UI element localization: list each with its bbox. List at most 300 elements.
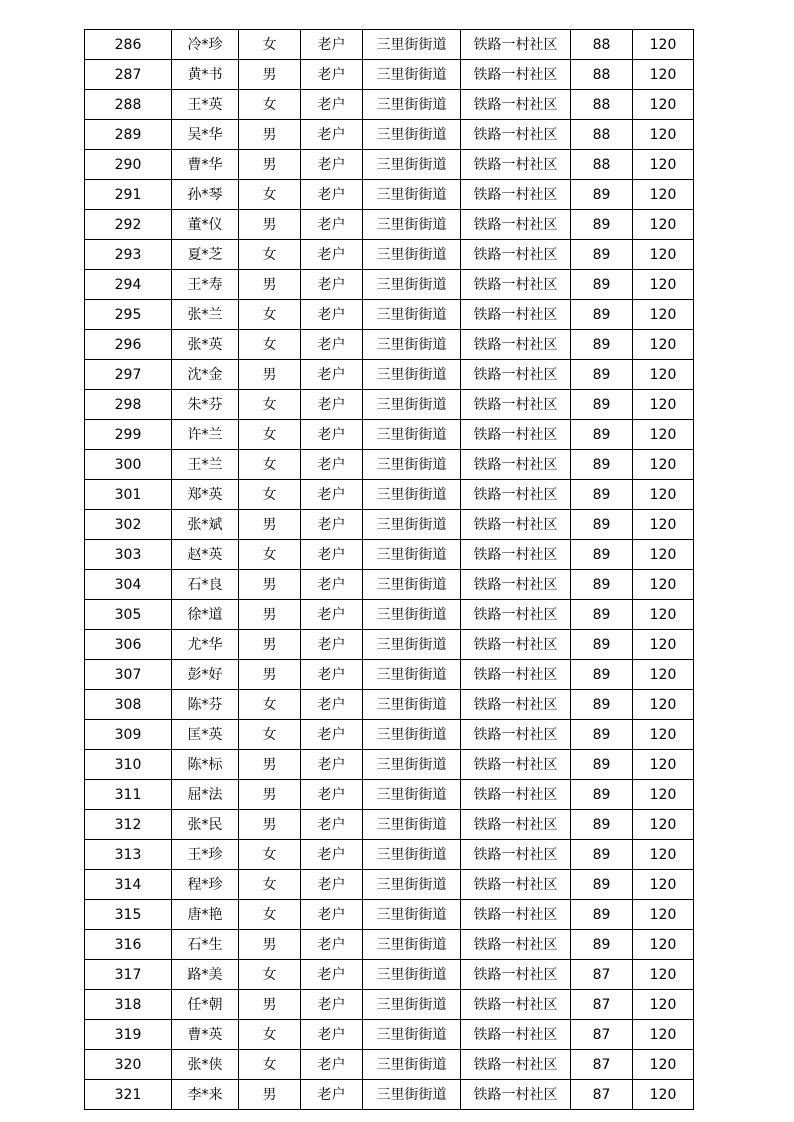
cell-age: 89 bbox=[571, 900, 633, 930]
cell-name: 郑*英 bbox=[172, 480, 239, 510]
cell-amount: 120 bbox=[633, 960, 694, 990]
cell-gender: 男 bbox=[239, 630, 301, 660]
cell-age: 89 bbox=[571, 210, 633, 240]
table-row bbox=[85, 930, 694, 960]
cell-subdistrict: 三里街街道 bbox=[363, 690, 461, 720]
cell-name: 张*英 bbox=[172, 330, 239, 360]
cell-amount: 120 bbox=[633, 720, 694, 750]
table-row bbox=[85, 540, 694, 570]
cell-gender: 男 bbox=[239, 930, 301, 960]
cell-community: 铁路一村社区 bbox=[461, 630, 571, 660]
cell-name: 王*兰 bbox=[172, 450, 239, 480]
cell-index: 302 bbox=[85, 510, 172, 540]
cell-name: 张*民 bbox=[172, 810, 239, 840]
cell-gender: 男 bbox=[239, 660, 301, 690]
table-row bbox=[85, 630, 694, 660]
cell-household-type: 老户 bbox=[301, 360, 363, 390]
cell-gender: 男 bbox=[239, 570, 301, 600]
cell-subdistrict: 三里街街道 bbox=[363, 720, 461, 750]
cell-subdistrict: 三里街街道 bbox=[363, 150, 461, 180]
cell-index: 315 bbox=[85, 900, 172, 930]
table-row bbox=[85, 120, 694, 150]
cell-amount: 120 bbox=[633, 30, 694, 60]
cell-community: 铁路一村社区 bbox=[461, 840, 571, 870]
cell-gender: 男 bbox=[239, 510, 301, 540]
cell-amount: 120 bbox=[633, 90, 694, 120]
table-row bbox=[85, 300, 694, 330]
cell-amount: 120 bbox=[633, 300, 694, 330]
cell-name: 董*仪 bbox=[172, 210, 239, 240]
cell-household-type: 老户 bbox=[301, 540, 363, 570]
cell-subdistrict: 三里街街道 bbox=[363, 330, 461, 360]
cell-household-type: 老户 bbox=[301, 240, 363, 270]
cell-gender: 男 bbox=[239, 60, 301, 90]
cell-name: 徐*道 bbox=[172, 600, 239, 630]
cell-gender: 女 bbox=[239, 1050, 301, 1080]
cell-subdistrict: 三里街街道 bbox=[363, 300, 461, 330]
cell-household-type: 老户 bbox=[301, 390, 363, 420]
cell-name: 尤*华 bbox=[172, 630, 239, 660]
table-row bbox=[85, 90, 694, 120]
cell-age: 89 bbox=[571, 540, 633, 570]
cell-age: 89 bbox=[571, 720, 633, 750]
cell-index: 314 bbox=[85, 870, 172, 900]
cell-index: 295 bbox=[85, 300, 172, 330]
cell-name: 陈*芬 bbox=[172, 690, 239, 720]
cell-age: 88 bbox=[571, 90, 633, 120]
cell-index: 303 bbox=[85, 540, 172, 570]
cell-community: 铁路一村社区 bbox=[461, 360, 571, 390]
table-row bbox=[85, 840, 694, 870]
cell-index: 310 bbox=[85, 750, 172, 780]
cell-index: 311 bbox=[85, 780, 172, 810]
cell-household-type: 老户 bbox=[301, 270, 363, 300]
table-row bbox=[85, 270, 694, 300]
cell-age: 89 bbox=[571, 780, 633, 810]
cell-gender: 男 bbox=[239, 360, 301, 390]
cell-household-type: 老户 bbox=[301, 210, 363, 240]
table-row bbox=[85, 480, 694, 510]
cell-subdistrict: 三里街街道 bbox=[363, 780, 461, 810]
cell-household-type: 老户 bbox=[301, 750, 363, 780]
table-row bbox=[85, 210, 694, 240]
cell-name: 石*良 bbox=[172, 570, 239, 600]
cell-amount: 120 bbox=[633, 60, 694, 90]
cell-age: 89 bbox=[571, 180, 633, 210]
cell-household-type: 老户 bbox=[301, 960, 363, 990]
cell-community: 铁路一村社区 bbox=[461, 900, 571, 930]
cell-amount: 120 bbox=[633, 1020, 694, 1050]
cell-community: 铁路一村社区 bbox=[461, 1020, 571, 1050]
cell-household-type: 老户 bbox=[301, 480, 363, 510]
cell-subdistrict: 三里街街道 bbox=[363, 960, 461, 990]
cell-amount: 120 bbox=[633, 930, 694, 960]
cell-amount: 120 bbox=[633, 630, 694, 660]
cell-name: 黄*书 bbox=[172, 60, 239, 90]
table-row bbox=[85, 570, 694, 600]
cell-amount: 120 bbox=[633, 180, 694, 210]
cell-amount: 120 bbox=[633, 450, 694, 480]
cell-community: 铁路一村社区 bbox=[461, 270, 571, 300]
cell-age: 89 bbox=[571, 420, 633, 450]
cell-name: 任*朝 bbox=[172, 990, 239, 1020]
cell-community: 铁路一村社区 bbox=[461, 990, 571, 1020]
cell-age: 89 bbox=[571, 930, 633, 960]
cell-index: 287 bbox=[85, 60, 172, 90]
cell-subdistrict: 三里街街道 bbox=[363, 420, 461, 450]
cell-index: 288 bbox=[85, 90, 172, 120]
cell-gender: 男 bbox=[239, 780, 301, 810]
cell-name: 曹*华 bbox=[172, 150, 239, 180]
cell-community: 铁路一村社区 bbox=[461, 330, 571, 360]
cell-index: 312 bbox=[85, 810, 172, 840]
cell-community: 铁路一村社区 bbox=[461, 780, 571, 810]
cell-community: 铁路一村社区 bbox=[461, 1050, 571, 1080]
table-row bbox=[85, 870, 694, 900]
cell-name: 匡*英 bbox=[172, 720, 239, 750]
cell-subdistrict: 三里街街道 bbox=[363, 750, 461, 780]
cell-name: 许*兰 bbox=[172, 420, 239, 450]
cell-index: 308 bbox=[85, 690, 172, 720]
cell-age: 89 bbox=[571, 600, 633, 630]
cell-community: 铁路一村社区 bbox=[461, 570, 571, 600]
cell-amount: 120 bbox=[633, 990, 694, 1020]
cell-amount: 120 bbox=[633, 210, 694, 240]
table-row bbox=[85, 600, 694, 630]
cell-amount: 120 bbox=[633, 840, 694, 870]
table-row bbox=[85, 60, 694, 90]
cell-amount: 120 bbox=[633, 420, 694, 450]
cell-household-type: 老户 bbox=[301, 150, 363, 180]
table-row bbox=[85, 30, 694, 60]
cell-gender: 男 bbox=[239, 150, 301, 180]
cell-household-type: 老户 bbox=[301, 1080, 363, 1110]
cell-index: 306 bbox=[85, 630, 172, 660]
cell-index: 319 bbox=[85, 1020, 172, 1050]
table-row bbox=[85, 420, 694, 450]
cell-household-type: 老户 bbox=[301, 1020, 363, 1050]
cell-subdistrict: 三里街街道 bbox=[363, 540, 461, 570]
cell-community: 铁路一村社区 bbox=[461, 450, 571, 480]
table-row bbox=[85, 720, 694, 750]
cell-name: 孙*琴 bbox=[172, 180, 239, 210]
cell-index: 320 bbox=[85, 1050, 172, 1080]
cell-gender: 女 bbox=[239, 300, 301, 330]
cell-community: 铁路一村社区 bbox=[461, 930, 571, 960]
cell-index: 309 bbox=[85, 720, 172, 750]
cell-index: 298 bbox=[85, 390, 172, 420]
cell-index: 296 bbox=[85, 330, 172, 360]
cell-age: 89 bbox=[571, 240, 633, 270]
cell-subdistrict: 三里街街道 bbox=[363, 900, 461, 930]
cell-age: 89 bbox=[571, 570, 633, 600]
cell-name: 王*英 bbox=[172, 90, 239, 120]
cell-gender: 女 bbox=[239, 420, 301, 450]
cell-community: 铁路一村社区 bbox=[461, 660, 571, 690]
cell-household-type: 老户 bbox=[301, 30, 363, 60]
cell-index: 321 bbox=[85, 1080, 172, 1110]
cell-age: 88 bbox=[571, 120, 633, 150]
cell-amount: 120 bbox=[633, 570, 694, 600]
cell-household-type: 老户 bbox=[301, 930, 363, 960]
cell-household-type: 老户 bbox=[301, 450, 363, 480]
cell-index: 289 bbox=[85, 120, 172, 150]
cell-index: 307 bbox=[85, 660, 172, 690]
cell-name: 石*生 bbox=[172, 930, 239, 960]
cell-community: 铁路一村社区 bbox=[461, 480, 571, 510]
cell-age: 87 bbox=[571, 1080, 633, 1110]
table-row bbox=[85, 240, 694, 270]
cell-age: 88 bbox=[571, 150, 633, 180]
cell-gender: 女 bbox=[239, 330, 301, 360]
cell-index: 297 bbox=[85, 360, 172, 390]
cell-gender: 女 bbox=[239, 480, 301, 510]
cell-gender: 男 bbox=[239, 1080, 301, 1110]
cell-index: 286 bbox=[85, 30, 172, 60]
cell-age: 89 bbox=[571, 270, 633, 300]
cell-amount: 120 bbox=[633, 1080, 694, 1110]
cell-community: 铁路一村社区 bbox=[461, 120, 571, 150]
cell-household-type: 老户 bbox=[301, 60, 363, 90]
cell-age: 87 bbox=[571, 990, 633, 1020]
table-row bbox=[85, 180, 694, 210]
cell-household-type: 老户 bbox=[301, 900, 363, 930]
cell-community: 铁路一村社区 bbox=[461, 240, 571, 270]
cell-name: 陈*标 bbox=[172, 750, 239, 780]
table-row bbox=[85, 360, 694, 390]
table-row bbox=[85, 1080, 694, 1110]
cell-age: 89 bbox=[571, 630, 633, 660]
cell-index: 301 bbox=[85, 480, 172, 510]
cell-household-type: 老户 bbox=[301, 90, 363, 120]
cell-name: 唐*艳 bbox=[172, 900, 239, 930]
cell-name: 夏*芝 bbox=[172, 240, 239, 270]
cell-subdistrict: 三里街街道 bbox=[363, 810, 461, 840]
roster-table bbox=[84, 29, 694, 1110]
cell-gender: 女 bbox=[239, 960, 301, 990]
cell-subdistrict: 三里街街道 bbox=[363, 1020, 461, 1050]
cell-community: 铁路一村社区 bbox=[461, 870, 571, 900]
cell-age: 89 bbox=[571, 450, 633, 480]
cell-name: 张*斌 bbox=[172, 510, 239, 540]
cell-community: 铁路一村社区 bbox=[461, 510, 571, 540]
roster-body bbox=[85, 30, 694, 1110]
cell-household-type: 老户 bbox=[301, 330, 363, 360]
cell-subdistrict: 三里街街道 bbox=[363, 930, 461, 960]
cell-community: 铁路一村社区 bbox=[461, 750, 571, 780]
cell-subdistrict: 三里街街道 bbox=[363, 30, 461, 60]
cell-community: 铁路一村社区 bbox=[461, 150, 571, 180]
cell-name: 程*珍 bbox=[172, 870, 239, 900]
cell-community: 铁路一村社区 bbox=[461, 600, 571, 630]
cell-amount: 120 bbox=[633, 480, 694, 510]
cell-age: 89 bbox=[571, 480, 633, 510]
table-row bbox=[85, 330, 694, 360]
cell-community: 铁路一村社区 bbox=[461, 390, 571, 420]
cell-community: 铁路一村社区 bbox=[461, 960, 571, 990]
cell-household-type: 老户 bbox=[301, 1050, 363, 1080]
cell-subdistrict: 三里街街道 bbox=[363, 390, 461, 420]
cell-subdistrict: 三里街街道 bbox=[363, 660, 461, 690]
cell-subdistrict: 三里街街道 bbox=[363, 480, 461, 510]
cell-name: 张*侠 bbox=[172, 1050, 239, 1080]
table-row bbox=[85, 510, 694, 540]
cell-gender: 女 bbox=[239, 690, 301, 720]
cell-index: 292 bbox=[85, 210, 172, 240]
cell-index: 300 bbox=[85, 450, 172, 480]
cell-name: 冷*珍 bbox=[172, 30, 239, 60]
cell-community: 铁路一村社区 bbox=[461, 180, 571, 210]
cell-index: 318 bbox=[85, 990, 172, 1020]
cell-amount: 120 bbox=[633, 690, 694, 720]
cell-household-type: 老户 bbox=[301, 630, 363, 660]
cell-subdistrict: 三里街街道 bbox=[363, 120, 461, 150]
cell-community: 铁路一村社区 bbox=[461, 30, 571, 60]
cell-amount: 120 bbox=[633, 240, 694, 270]
cell-household-type: 老户 bbox=[301, 840, 363, 870]
cell-subdistrict: 三里街街道 bbox=[363, 600, 461, 630]
cell-community: 铁路一村社区 bbox=[461, 300, 571, 330]
table-row bbox=[85, 660, 694, 690]
cell-amount: 120 bbox=[633, 390, 694, 420]
cell-subdistrict: 三里街街道 bbox=[363, 240, 461, 270]
cell-gender: 男 bbox=[239, 600, 301, 630]
cell-household-type: 老户 bbox=[301, 720, 363, 750]
cell-index: 317 bbox=[85, 960, 172, 990]
cell-gender: 男 bbox=[239, 810, 301, 840]
cell-age: 89 bbox=[571, 870, 633, 900]
cell-household-type: 老户 bbox=[301, 870, 363, 900]
cell-name: 曹*英 bbox=[172, 1020, 239, 1050]
cell-age: 88 bbox=[571, 30, 633, 60]
cell-household-type: 老户 bbox=[301, 600, 363, 630]
cell-gender: 女 bbox=[239, 720, 301, 750]
cell-age: 89 bbox=[571, 330, 633, 360]
cell-index: 305 bbox=[85, 600, 172, 630]
cell-age: 89 bbox=[571, 690, 633, 720]
table-row bbox=[85, 990, 694, 1020]
cell-index: 291 bbox=[85, 180, 172, 210]
table-row bbox=[85, 150, 694, 180]
table-row bbox=[85, 900, 694, 930]
cell-age: 89 bbox=[571, 840, 633, 870]
cell-amount: 120 bbox=[633, 270, 694, 300]
cell-name: 王*珍 bbox=[172, 840, 239, 870]
cell-age: 89 bbox=[571, 390, 633, 420]
cell-name: 赵*英 bbox=[172, 540, 239, 570]
cell-age: 87 bbox=[571, 1020, 633, 1050]
cell-subdistrict: 三里街街道 bbox=[363, 360, 461, 390]
cell-amount: 120 bbox=[633, 810, 694, 840]
cell-household-type: 老户 bbox=[301, 510, 363, 540]
cell-subdistrict: 三里街街道 bbox=[363, 450, 461, 480]
cell-gender: 男 bbox=[239, 990, 301, 1020]
cell-gender: 男 bbox=[239, 210, 301, 240]
cell-household-type: 老户 bbox=[301, 570, 363, 600]
cell-community: 铁路一村社区 bbox=[461, 690, 571, 720]
cell-name: 吴*华 bbox=[172, 120, 239, 150]
table-row bbox=[85, 690, 694, 720]
cell-amount: 120 bbox=[633, 120, 694, 150]
cell-community: 铁路一村社区 bbox=[461, 720, 571, 750]
cell-name: 朱*芬 bbox=[172, 390, 239, 420]
cell-gender: 女 bbox=[239, 450, 301, 480]
cell-gender: 女 bbox=[239, 1020, 301, 1050]
table-row bbox=[85, 810, 694, 840]
cell-amount: 120 bbox=[633, 900, 694, 930]
cell-name: 张*兰 bbox=[172, 300, 239, 330]
cell-age: 89 bbox=[571, 510, 633, 540]
cell-community: 铁路一村社区 bbox=[461, 90, 571, 120]
cell-name: 王*寿 bbox=[172, 270, 239, 300]
table-row bbox=[85, 780, 694, 810]
cell-gender: 女 bbox=[239, 90, 301, 120]
cell-gender: 女 bbox=[239, 180, 301, 210]
table-row bbox=[85, 750, 694, 780]
cell-household-type: 老户 bbox=[301, 660, 363, 690]
cell-community: 铁路一村社区 bbox=[461, 540, 571, 570]
cell-community: 铁路一村社区 bbox=[461, 420, 571, 450]
cell-household-type: 老户 bbox=[301, 420, 363, 450]
cell-community: 铁路一村社区 bbox=[461, 210, 571, 240]
cell-age: 87 bbox=[571, 960, 633, 990]
cell-household-type: 老户 bbox=[301, 120, 363, 150]
cell-subdistrict: 三里街街道 bbox=[363, 1050, 461, 1080]
cell-age: 89 bbox=[571, 810, 633, 840]
cell-age: 89 bbox=[571, 660, 633, 690]
cell-gender: 女 bbox=[239, 240, 301, 270]
cell-community: 铁路一村社区 bbox=[461, 1080, 571, 1110]
cell-index: 290 bbox=[85, 150, 172, 180]
cell-amount: 120 bbox=[633, 870, 694, 900]
cell-index: 316 bbox=[85, 930, 172, 960]
cell-age: 88 bbox=[571, 60, 633, 90]
cell-amount: 120 bbox=[633, 780, 694, 810]
cell-household-type: 老户 bbox=[301, 990, 363, 1020]
table-row bbox=[85, 390, 694, 420]
cell-amount: 120 bbox=[633, 540, 694, 570]
table-row bbox=[85, 1020, 694, 1050]
cell-household-type: 老户 bbox=[301, 810, 363, 840]
cell-subdistrict: 三里街街道 bbox=[363, 510, 461, 540]
cell-name: 李*来 bbox=[172, 1080, 239, 1110]
cell-subdistrict: 三里街街道 bbox=[363, 270, 461, 300]
cell-age: 89 bbox=[571, 360, 633, 390]
cell-gender: 男 bbox=[239, 120, 301, 150]
cell-gender: 男 bbox=[239, 270, 301, 300]
cell-household-type: 老户 bbox=[301, 180, 363, 210]
cell-amount: 120 bbox=[633, 600, 694, 630]
cell-subdistrict: 三里街街道 bbox=[363, 1080, 461, 1110]
table-row bbox=[85, 960, 694, 990]
cell-community: 铁路一村社区 bbox=[461, 60, 571, 90]
cell-amount: 120 bbox=[633, 510, 694, 540]
cell-household-type: 老户 bbox=[301, 690, 363, 720]
cell-subdistrict: 三里街街道 bbox=[363, 210, 461, 240]
cell-age: 89 bbox=[571, 300, 633, 330]
cell-gender: 男 bbox=[239, 750, 301, 780]
cell-index: 299 bbox=[85, 420, 172, 450]
cell-gender: 女 bbox=[239, 30, 301, 60]
cell-index: 294 bbox=[85, 270, 172, 300]
cell-subdistrict: 三里街街道 bbox=[363, 870, 461, 900]
cell-name: 彭*好 bbox=[172, 660, 239, 690]
cell-household-type: 老户 bbox=[301, 300, 363, 330]
cell-subdistrict: 三里街街道 bbox=[363, 840, 461, 870]
table-row bbox=[85, 450, 694, 480]
cell-age: 87 bbox=[571, 1050, 633, 1080]
cell-gender: 女 bbox=[239, 900, 301, 930]
